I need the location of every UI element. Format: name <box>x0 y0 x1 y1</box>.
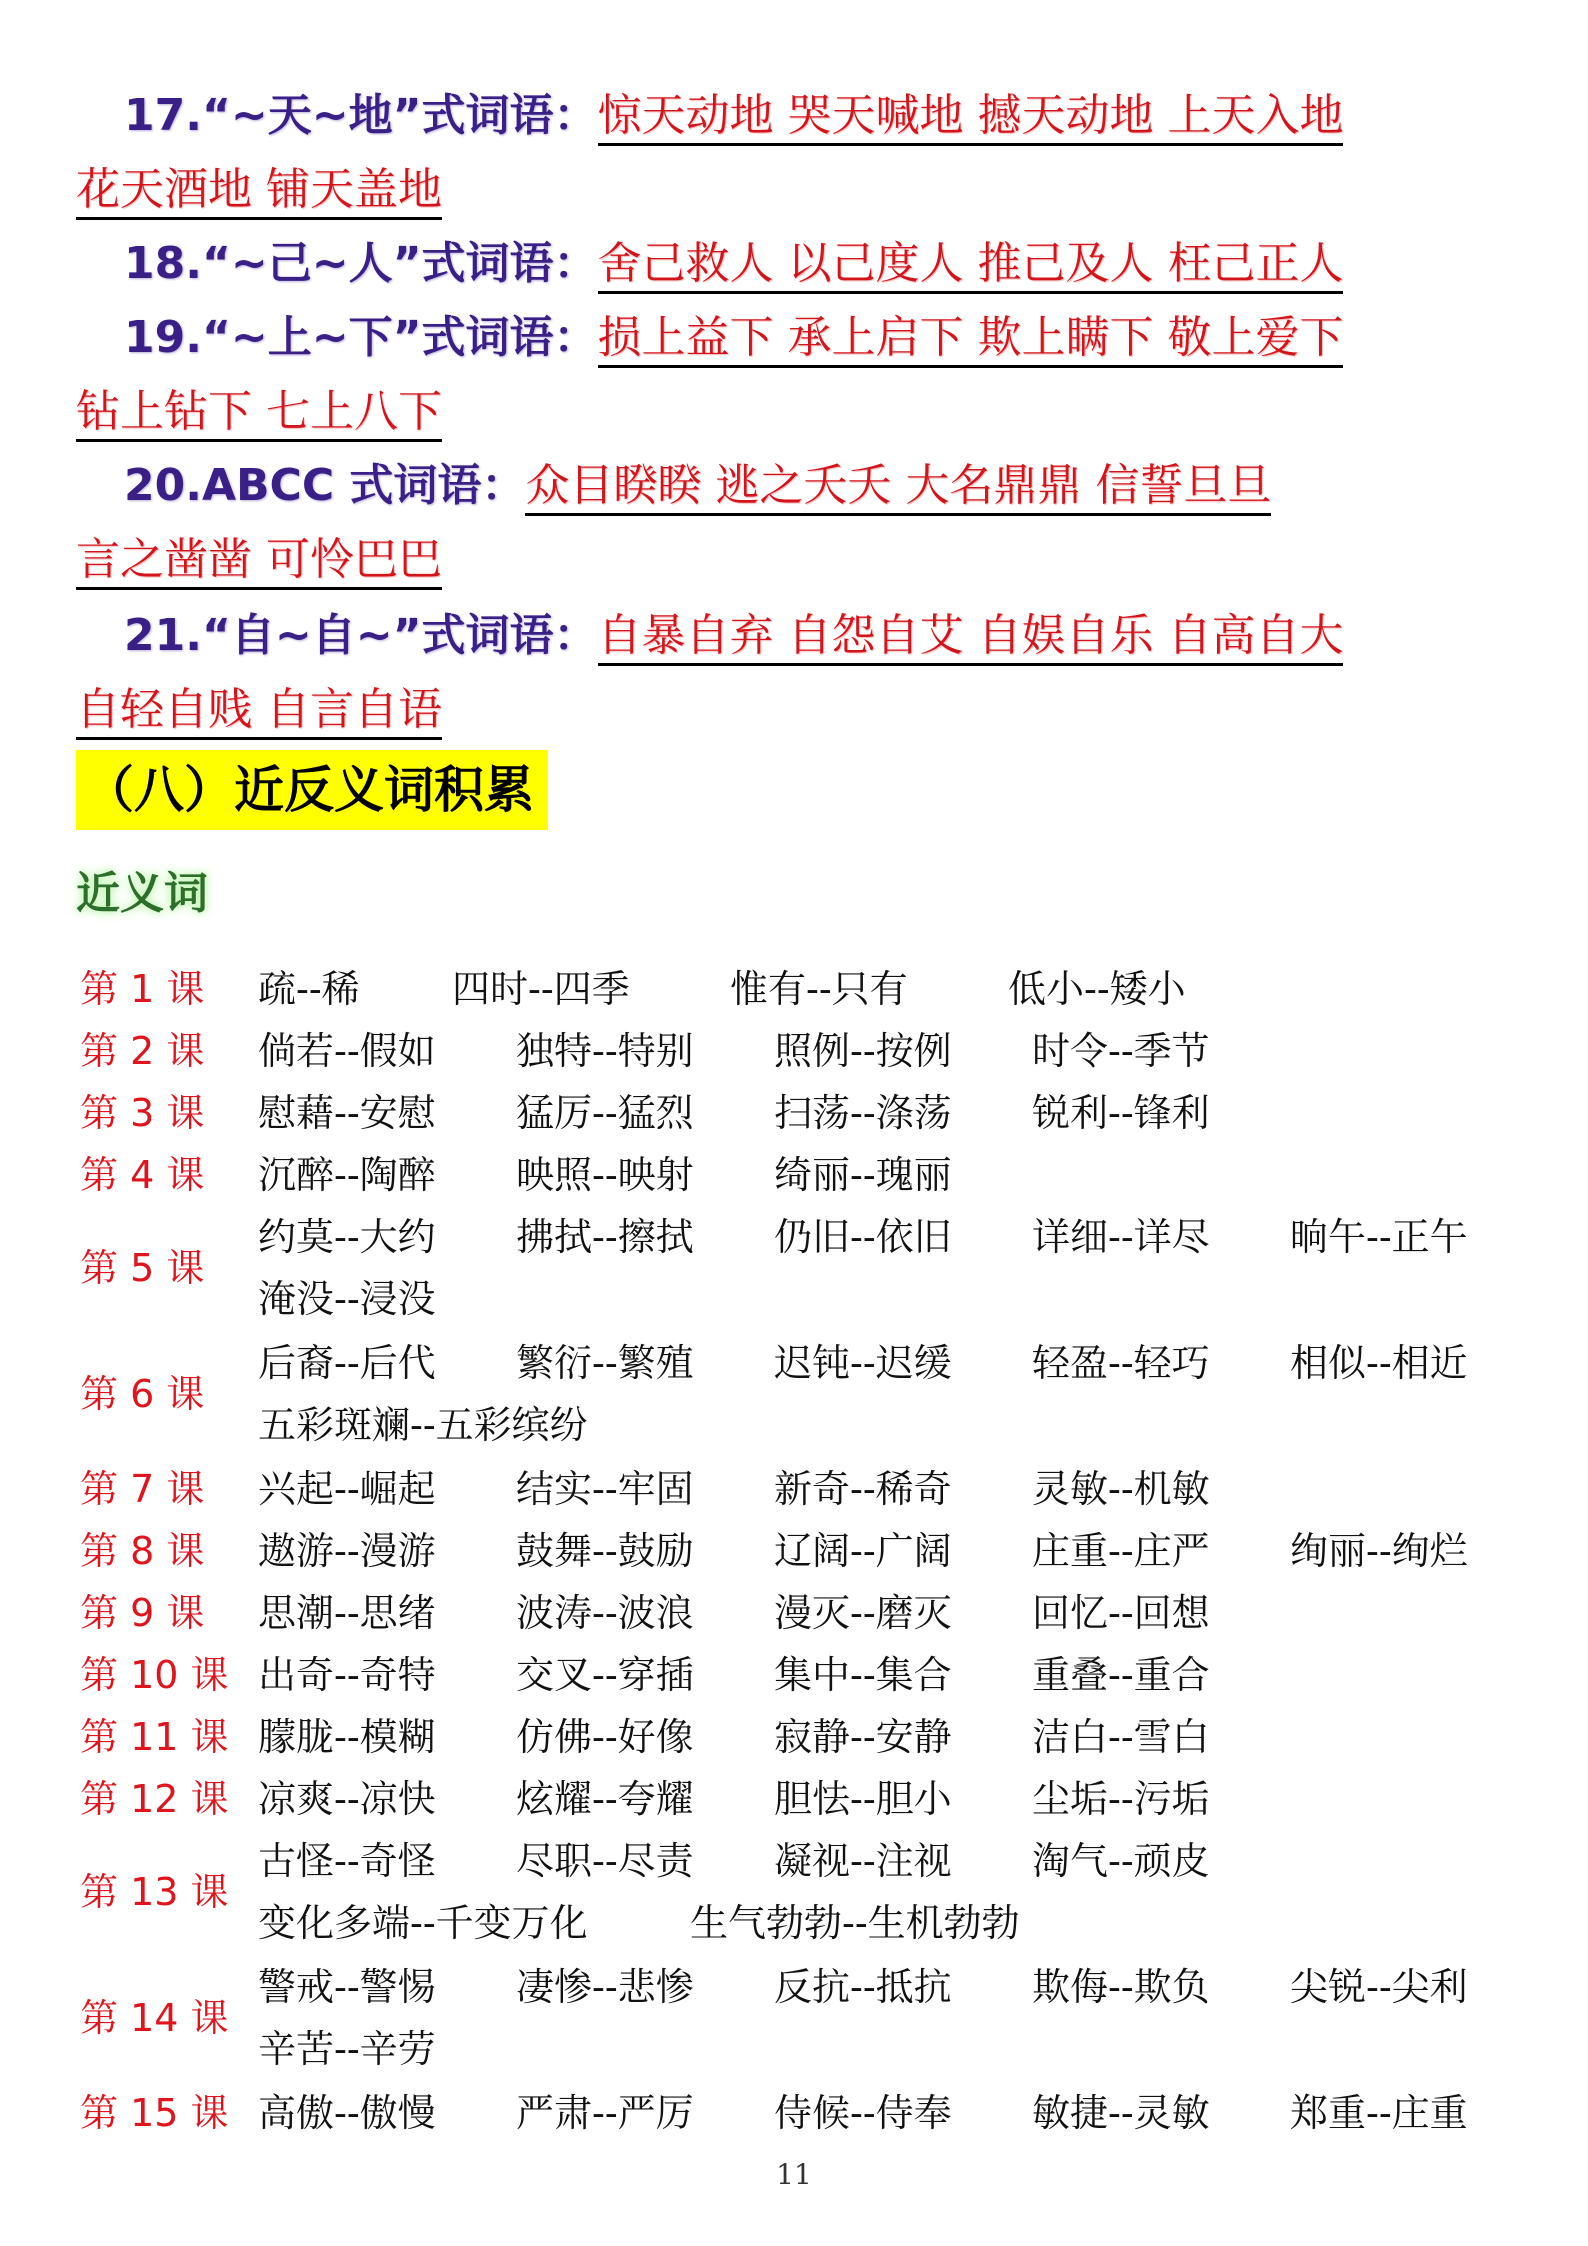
synonym-pair: 尘垢--污垢 <box>1032 1777 1210 1821</box>
lesson-label: 第 15 课 <box>80 2091 229 2135</box>
synonym-pair: 交叉--穿插 <box>516 1653 694 1697</box>
synonym-pair: 变化多端--千变万化 <box>258 1901 588 1945</box>
synonym-pair: 锐利--锋利 <box>1032 1091 1210 1135</box>
synonym-pair: 新奇--稀奇 <box>774 1467 952 1511</box>
synonym-pair: 扫荡--涤荡 <box>774 1091 952 1135</box>
synonym-pair: 四时--四季 <box>452 967 630 1011</box>
synonym-pair: 警戒--警惕 <box>258 1965 436 2009</box>
synonym-pair: 仿佛--好像 <box>516 1715 694 1759</box>
synonym-pair: 庄重--庄严 <box>1032 1529 1210 1573</box>
page-number: 11 <box>776 2158 812 2191</box>
lesson-label: 第 11 课 <box>80 1715 229 1759</box>
lesson-label: 第 2 课 <box>80 1029 205 1073</box>
synonym-pair: 尖锐--尖利 <box>1290 1965 1468 2009</box>
synonym-pair: 绚丽--绚烂 <box>1290 1529 1468 1573</box>
synonym-pair: 遨游--漫游 <box>258 1529 436 1573</box>
synonym-pair: 漫灭--磨灭 <box>774 1591 952 1635</box>
synonym-pair: 古怪--奇怪 <box>258 1839 436 1883</box>
lesson-label: 第 7 课 <box>80 1467 205 1511</box>
pattern-label: 18.“~己~人”式词语： <box>124 238 598 289</box>
synonym-pair: 仍旧--依旧 <box>774 1215 952 1259</box>
lesson-label: 第 12 课 <box>80 1777 229 1821</box>
pattern-item-19 <box>124 302 1343 374</box>
synonym-pair: 轻盈--轻巧 <box>1032 1341 1210 1385</box>
pattern-item-18 <box>124 228 1343 300</box>
lesson-label: 第 8 课 <box>80 1529 205 1573</box>
lesson-label: 第 14 课 <box>80 1996 229 2040</box>
synonym-pair: 凉爽--凉快 <box>258 1777 436 1821</box>
pattern-answer: 惊天动地 哭天喊地 撼天动地 上天入地 <box>598 90 1344 146</box>
pattern-item-17 <box>124 80 1343 152</box>
lesson-label: 第 10 课 <box>80 1653 229 1697</box>
lesson-label: 第 6 课 <box>80 1372 205 1416</box>
pattern-item-20-continuation <box>76 524 442 596</box>
synonym-pair: 低小--矮小 <box>1008 967 1186 1011</box>
synonym-pair: 严肃--严厉 <box>516 2091 694 2135</box>
synonym-pair: 灵敏--机敏 <box>1032 1467 1210 1511</box>
synonym-pair: 胆怯--胆小 <box>774 1777 952 1821</box>
synonym-pair: 回忆--回想 <box>1032 1591 1210 1635</box>
synonym-pair: 集中--集合 <box>774 1653 952 1697</box>
lesson-label: 第 3 课 <box>80 1091 205 1135</box>
pattern-item-19-continuation <box>76 376 442 448</box>
synonym-pair: 慰藉--安慰 <box>258 1091 436 1135</box>
synonym-pair: 兴起--崛起 <box>258 1467 436 1511</box>
synonym-pair: 迟钝--迟缓 <box>774 1341 952 1385</box>
lesson-label: 第 13 课 <box>80 1870 229 1914</box>
pattern-item-17-continuation <box>76 154 442 226</box>
synonym-pair: 相似--相近 <box>1290 1341 1468 1385</box>
synonym-pair: 反抗--抵抗 <box>774 1965 952 2009</box>
synonym-pair: 尽职--尽责 <box>516 1839 694 1883</box>
section-header: （八）近反义词积累 <box>76 750 548 830</box>
synonym-pair: 五彩斑斓--五彩缤纷 <box>258 1403 588 1447</box>
synonym-pair: 时令--季节 <box>1032 1029 1210 1073</box>
synonym-pair: 鼓舞--鼓励 <box>516 1529 694 1573</box>
pattern-answer-cont: 言之凿凿 可怜巴巴 <box>76 534 442 590</box>
synonym-pair: 结实--牢固 <box>516 1467 694 1511</box>
pattern-item-20 <box>124 450 1271 522</box>
synonym-pair: 淘气--顽皮 <box>1032 1839 1210 1883</box>
pattern-item-21 <box>124 600 1343 672</box>
pattern-answer: 自暴自弃 自怨自艾 自娱自乐 自高自大 <box>598 610 1344 666</box>
synonym-pair: 洁白--雪白 <box>1032 1715 1210 1759</box>
synonym-pair: 淹没--浸没 <box>258 1277 436 1321</box>
synonym-pair: 敏捷--灵敏 <box>1032 2091 1210 2135</box>
pattern-label: 21.“自~自~”式词语： <box>124 610 598 661</box>
synonym-pair: 详细--详尽 <box>1032 1215 1210 1259</box>
synonym-pair: 凄惨--悲惨 <box>516 1965 694 2009</box>
synonym-pair: 高傲--傲慢 <box>258 2091 436 2135</box>
synonym-pair: 侍候--侍奉 <box>774 2091 952 2135</box>
pattern-answer: 损上益下 承上启下 欺上瞒下 敬上爱下 <box>598 312 1344 368</box>
synonym-pair: 独特--特别 <box>516 1029 694 1073</box>
pattern-answer-cont: 钻上钻下 七上八下 <box>76 386 442 442</box>
synonym-pair: 晌午--正午 <box>1290 1215 1468 1259</box>
pattern-label: 17.“~天~地”式词语： <box>124 90 598 141</box>
synonym-pair: 繁衍--繁殖 <box>516 1341 694 1385</box>
pattern-answer: 舍己救人 以己度人 推己及人 枉己正人 <box>598 238 1344 294</box>
synonym-pair: 思潮--思绪 <box>258 1591 436 1635</box>
synonym-pair: 约莫--大约 <box>258 1215 436 1259</box>
synonym-pair: 欺侮--欺负 <box>1032 1965 1210 2009</box>
synonym-pair: 寂静--安静 <box>774 1715 952 1759</box>
synonym-pair: 倘若--假如 <box>258 1029 436 1073</box>
lesson-label: 第 5 课 <box>80 1246 205 1290</box>
synonym-pair: 生气勃勃--生机勃勃 <box>690 1901 1020 1945</box>
pattern-item-21-continuation <box>76 674 442 746</box>
pattern-answer-cont: 花天酒地 铺天盖地 <box>76 164 442 220</box>
synonym-pair: 炫耀--夸耀 <box>516 1777 694 1821</box>
synonym-pair: 惟有--只有 <box>730 967 908 1011</box>
synonym-pair: 沉醉--陶醉 <box>258 1153 436 1197</box>
synonym-pair: 拂拭--擦拭 <box>516 1215 694 1259</box>
synonym-pair: 疏--稀 <box>258 967 360 1011</box>
pattern-answer-cont: 自轻自贱 自言自语 <box>76 684 442 740</box>
synonym-pair: 映照--映射 <box>516 1153 694 1197</box>
synonym-pair: 辛苦--辛劳 <box>258 2027 436 2071</box>
synonym-pair: 朦胧--模糊 <box>258 1715 436 1759</box>
synonym-pair: 出奇--奇特 <box>258 1653 436 1697</box>
synonym-pair: 后裔--后代 <box>258 1341 436 1385</box>
lesson-label: 第 4 课 <box>80 1153 205 1197</box>
synonym-pair: 重叠--重合 <box>1032 1653 1210 1697</box>
synonym-pair: 绮丽--瑰丽 <box>774 1153 952 1197</box>
synonym-pair: 照例--按例 <box>774 1029 952 1073</box>
synonym-pair: 郑重--庄重 <box>1290 2091 1468 2135</box>
synonym-pair: 辽阔--广阔 <box>774 1529 952 1573</box>
lesson-label: 第 9 课 <box>80 1591 205 1635</box>
synonym-pair: 波涛--波浪 <box>516 1591 694 1635</box>
pattern-label: 20.ABCC 式词语： <box>124 460 526 511</box>
pattern-label: 19.“~上~下”式词语： <box>124 312 598 363</box>
synonym-pair: 凝视--注视 <box>774 1839 952 1883</box>
synonym-heading: 近义词 <box>76 868 208 919</box>
synonym-pair: 猛厉--猛烈 <box>516 1091 694 1135</box>
lesson-label: 第 1 课 <box>80 967 205 1011</box>
pattern-answer: 众目睽睽 逃之夭夭 大名鼎鼎 信誓旦旦 <box>525 460 1271 516</box>
